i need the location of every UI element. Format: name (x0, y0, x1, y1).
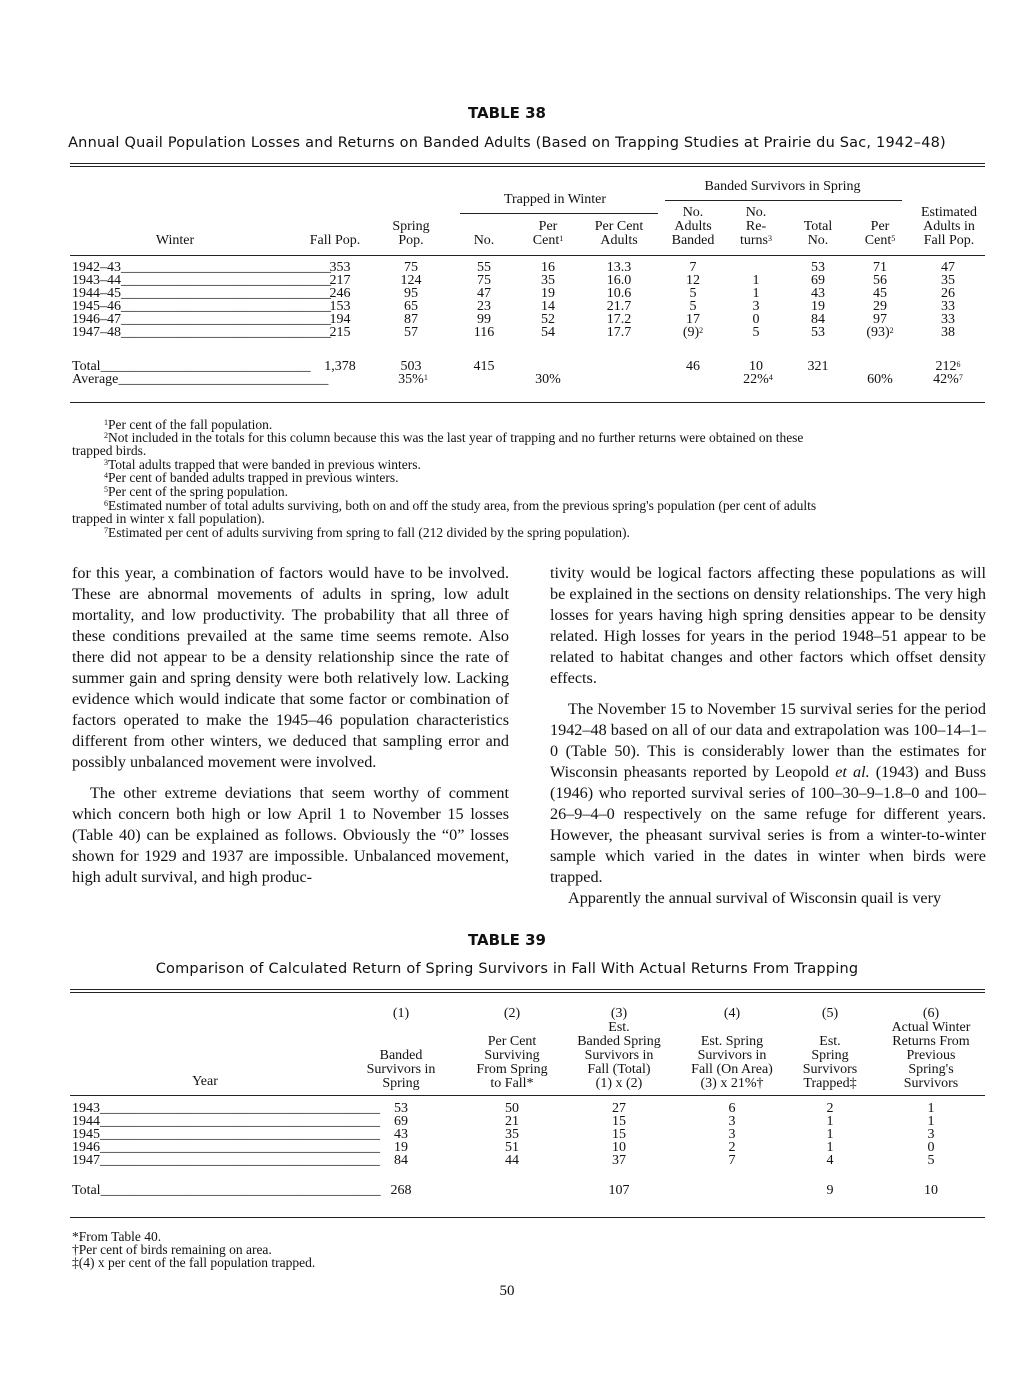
table39-header-c3-num: (3) (610, 1006, 628, 1021)
spacer (790, 1021, 870, 1035)
table39-cell-c6: 5 (927, 1153, 935, 1168)
table38-banded-sup: 2 (699, 326, 704, 335)
table39-header-c2-l2: Surviving (484, 1048, 540, 1063)
footnote-text: Per cent of the spring population. (108, 484, 288, 499)
dot-leader: ________________________________________ (100, 1140, 380, 1155)
table38-top-rule (70, 163, 985, 164)
table38-cell-spring: 124 (400, 273, 422, 288)
table38-header-no: No. (473, 233, 495, 248)
table39-header-c5 (790, 1007, 870, 1091)
table38-cell-banded: 12 (686, 273, 700, 288)
table38-header-total-no-l1: Total (803, 219, 833, 234)
table39-cell-c1: 84 (394, 1153, 408, 1168)
table38-cell-pca: 13.3 (606, 260, 632, 275)
table38-bottom-rule (70, 402, 985, 403)
table39-header-c1-l2: Survivors in (366, 1062, 436, 1077)
table38-header-total-no (788, 220, 848, 248)
footnote-mark: 4 (104, 471, 108, 480)
table38-cell-pca: 17.2 (606, 312, 632, 327)
table38-header-pc-spring-sup: 5 (891, 234, 896, 243)
table38-header-per-cent-l2 (520, 234, 576, 248)
table38-winter-text: 1944–45 (72, 286, 121, 301)
footnote-text: Not included in the totals for this column because this was the last year of trapping and no further returns were obtained on these (108, 430, 804, 445)
table38-header-adults-banded-l3: Banded (671, 233, 715, 248)
table39-total-c6: 10 (924, 1183, 938, 1198)
footnote-mark: 3 (104, 458, 108, 467)
table38-cell-returns: 5 (752, 325, 760, 340)
footnote (72, 512, 265, 525)
table38-header-returns-l3 (728, 234, 784, 248)
table38-cell-fall: 153 (329, 299, 351, 314)
table38-average-est-sup: 7 (958, 373, 963, 382)
table38-cell-banded (664, 327, 722, 340)
footnote: †Per cent of birds remaining on area. (72, 1242, 272, 1257)
dot-leader: ______________________________ (121, 299, 331, 314)
table39-cell-c4: 7 (728, 1153, 736, 1168)
table38-header-pc-spring-l1: Per (870, 219, 890, 234)
table38-average-est-text: 42% (933, 372, 959, 387)
table38-cell-total: 53 (811, 260, 825, 275)
paragraph: tivity would be logical factors affecting these populations as will be explained in the sections on density relationships. The very high losses for years having high spring densities appear to be density related. High losses for years in the period 1948–51 appear to be related to habitat changes and other factors which offset density effects. (550, 564, 986, 687)
table39-header-c6-l4: Spring's (908, 1062, 954, 1077)
table38-average-est (910, 374, 986, 387)
footnote-text: trapped birds. (72, 443, 147, 458)
table39-header-c6-l2: Returns From (892, 1034, 970, 1049)
table38-cell-est: 38 (941, 325, 955, 340)
table38-header-per-cent (520, 220, 576, 248)
page-number: 50 (499, 1283, 515, 1299)
table38-header-adults-banded-l1: No. (682, 205, 704, 220)
table38-cell-no: 55 (477, 260, 491, 275)
table38-header-returns-sup: 3 (768, 234, 772, 243)
table39-header-rule (70, 1095, 985, 1096)
table39-header-c5-l4: Trapped‡ (803, 1076, 857, 1091)
table39-header-c3-l4: Fall (Total) (587, 1062, 651, 1077)
table38-cell-spring: 87 (404, 312, 418, 327)
footnote-text: Total adults trapped that were banded in previous winters. (108, 457, 421, 472)
table38-average-returns-sup: 4 (768, 373, 773, 382)
table38-cell-no: 47 (477, 286, 491, 301)
table38-cell-pc: 52 (541, 312, 555, 327)
table38-header-pc-spring-l2 (852, 234, 908, 248)
table38-header-returns-l2: Re- (745, 219, 767, 234)
footnote: *From Table 40. (72, 1229, 162, 1244)
table38-header-per-cent-sup: 1 (559, 234, 564, 243)
table38-header-estimated-l3: Fall Pop. (923, 233, 975, 248)
table38-cell-pca: 17.7 (606, 325, 632, 340)
table38-cell-spring: 75 (404, 260, 418, 275)
table39-year-text: 1943 (72, 1101, 100, 1116)
table39-cell-year (72, 1153, 380, 1168)
table38-total-spring: 503 (400, 359, 422, 374)
table39-header-c6-l5: Survivors (903, 1076, 959, 1091)
table39-header-c1 (355, 1007, 447, 1091)
table38-header-returns (728, 206, 784, 248)
footnote-text: Estimated per cent of adults surviving from spring to fall (212 divided by the spring population). (108, 525, 630, 540)
table39-top-rule (70, 989, 985, 990)
table38-cell-total: 43 (811, 286, 825, 301)
right-column (550, 563, 986, 909)
table38-average-spring (378, 374, 448, 387)
table38-cell-pc: 16 (541, 260, 555, 275)
table39-cell-c6: 1 (927, 1101, 935, 1116)
table38-cell-pca: 10.6 (606, 286, 632, 301)
table38-header-per-cent-adults-l2: Adults (600, 233, 638, 248)
table38-cell-total: 19 (811, 299, 825, 314)
table38-cell-pc: 19 (541, 286, 555, 301)
table39-cell-c5: 1 (826, 1127, 834, 1142)
table38-average-spring-text: 35% (398, 372, 424, 387)
table38-winter-text: 1942–43 (72, 260, 121, 275)
table38-cell-total: 53 (811, 325, 825, 340)
table39-cell-c6: 0 (927, 1140, 935, 1155)
table38-cell-pcs (852, 327, 908, 340)
table38-cell-total: 69 (811, 273, 825, 288)
table38-average-pc: 30% (535, 372, 561, 387)
dot-leader: ________________________________________ (100, 1127, 380, 1142)
dot-leader: ______________________________ (121, 325, 331, 340)
table38-top-rule-2 (70, 166, 985, 167)
table39-year-text: 1944 (72, 1114, 100, 1129)
table39-bottom-rule (70, 1217, 985, 1218)
table39-total-label (72, 1183, 381, 1198)
table39-header-c6 (874, 1007, 988, 1091)
spacer (674, 1021, 790, 1035)
table38-header-estimated (908, 206, 990, 248)
table39-cell-c2: 50 (505, 1101, 519, 1116)
table38-cell-no: 116 (473, 325, 495, 340)
paragraph: Apparently the annual survival of Wisconsin quail is very (568, 889, 942, 907)
table39-cell-c6: 1 (927, 1114, 935, 1129)
table39-total-c1: 268 (390, 1183, 412, 1198)
table38-total-banded: 46 (686, 359, 700, 374)
table38-header-fall-pop: Fall Pop. (309, 233, 361, 248)
table39-caption: Comparison of Calculated Return of Spring Survivors in Fall With Actual Returns From Trapping (155, 961, 859, 977)
table39-header-c3-l5: (1) x (2) (595, 1076, 643, 1091)
table39-header-c5-l3: Survivors (802, 1062, 858, 1077)
table39-total-c3: 107 (608, 1183, 630, 1198)
table38-cell-pcs: 97 (873, 312, 887, 327)
table38-header-per-cent-adults (580, 220, 658, 248)
table38-cell-est: 33 (941, 312, 955, 327)
table38-group-banded: Banded Survivors in Spring (704, 179, 861, 194)
table39-header-c4-l1: Est. Spring (700, 1034, 764, 1049)
table39-header-c4 (674, 1007, 790, 1091)
table38-total-returns: 10 (749, 359, 763, 374)
table38-cell-returns: 1 (752, 273, 760, 288)
table39-cell-c4: 3 (728, 1114, 736, 1129)
table39-year-text: 1947 (72, 1153, 100, 1168)
table38-total-text: Total (72, 359, 101, 374)
table38-caption: Annual Quail Population Losses and Returns on Banded Adults (Based on Trapping Studies at Prairie du Sac, 1942–48) (68, 135, 946, 151)
footnote-mark: 7 (104, 526, 108, 535)
table38-header-rule (70, 255, 985, 256)
table38-cell-banded: 5 (689, 286, 697, 301)
table38-header-spring-pop-l2: Pop. (398, 233, 424, 248)
table38-pcs-sup: 2 (889, 326, 894, 335)
table38-header-per-cent-l1: Per (538, 219, 558, 234)
table39-cell-c2: 51 (505, 1140, 519, 1155)
paragraph-text: (1943) and Buss (1946) who reported survival series of 100–30–9–1.8–0 and 100–26–9–4–0 respectively on the same refuge for different years. However, the pheasant survival series is from a winter-to-winter sample which varied in the dates in winter when birds were trapped. (550, 763, 986, 886)
table39-header-c2-l4: to Fall* (490, 1076, 534, 1091)
table38-cell-fall: 217 (329, 273, 351, 288)
table39-total-c5: 9 (826, 1183, 834, 1198)
footnote (104, 485, 288, 498)
table38-cell-est: 33 (941, 299, 955, 314)
dot-leader: ______________________________ (100, 359, 311, 374)
paragraph: for this year, a combination of factors would have to be involved. These are abnormal movements of adults in spring, low adult mortality, and low productivity. The probability that all three of these conditions prevailed at the same time seems remote. Also there did not appear to be a density relationship since the rate of summer gain and spring density were both relatively low. Lacking evidence which would indicate that some factor or combination of factors operated to make the 1945–46 population characteristics different from other winters, we deduced that sampling error and possibly unbalanced movement were involved. (72, 564, 509, 771)
table38-cell-pcs: 56 (873, 273, 887, 288)
table39-header-c4-l4: (3) x 21%† (700, 1076, 764, 1091)
table39-header-c6-l1: Actual Winter (891, 1020, 971, 1035)
table38-total-total: 321 (807, 359, 829, 374)
table38-header-pc-spring (852, 220, 908, 248)
table38-number: TABLE 38 (467, 104, 546, 122)
footnote (72, 444, 146, 457)
table39-header-c1-l3: Spring (382, 1076, 420, 1091)
table38-cell-banded: 17 (686, 312, 700, 327)
table39-header-c5-l1: Est. (819, 1034, 841, 1049)
table38-header-adults-banded (664, 206, 722, 248)
table38-header-per-cent-adults-l1: Per Cent (594, 219, 644, 234)
table39-cell-c1: 43 (394, 1127, 408, 1142)
table39-header-c4-l3: Fall (On Area) (691, 1062, 773, 1077)
table39-header-c3-l1: Est. (608, 1020, 630, 1035)
table38-cell-banded: 5 (689, 299, 697, 314)
table39-header-c2-l1: Per Cent (487, 1034, 537, 1049)
table38-total-no: 415 (473, 359, 495, 374)
dot-leader: ________________________________________ (100, 1101, 380, 1116)
table39-cell-c6: 3 (927, 1127, 935, 1142)
table38-cell-pca: 16.0 (606, 273, 632, 288)
paragraph: The other extreme deviations that seem worthy of comment which concern both high or low April 1 to November 15 losses (Table 40) can be explained as follows. Obviously the “0” losses shown for 1929 and 1937 are impossible. Unbalanced movement, high adult survival, and high produc- (72, 784, 509, 886)
paragraph (550, 699, 986, 888)
table38-header-estimated-l2: Adults in (923, 219, 975, 234)
table38-cell-pc: 54 (541, 325, 555, 340)
table39-top-rule-2 (70, 992, 985, 993)
table39-number: TABLE 39 (467, 931, 546, 949)
table38-cell-pca: 21.7 (606, 299, 632, 314)
table39-header-year: Year (192, 1074, 218, 1089)
table39-cell-c2: 21 (505, 1114, 519, 1129)
table38-cell-spring: 57 (404, 325, 418, 340)
spacer (462, 1021, 562, 1035)
table38-cell-pcs: 29 (873, 299, 887, 314)
table38-cell-fall: 215 (329, 325, 351, 340)
table39-header-c6-l3: Previous (906, 1048, 956, 1063)
table38-header-pc-spring-word: Cent (864, 233, 892, 248)
table39-cell-c1: 19 (394, 1140, 408, 1155)
table38-cell-pcs: 71 (873, 260, 887, 275)
table38-header-per-cent-word: Cent (532, 233, 560, 248)
table38-cell-pc: 35 (541, 273, 555, 288)
table39-cell-c3: 37 (612, 1153, 626, 1168)
table38-total-fall: 1,378 (324, 359, 356, 374)
table38-average-spring-sup: 1 (423, 373, 428, 382)
table39-cell-c1: 53 (394, 1101, 408, 1116)
table38-cell-est: 26 (941, 286, 955, 301)
table38-banded-text: (9) (682, 325, 700, 340)
dot-leader: ______________________________ (121, 273, 331, 288)
table38-average-label (72, 372, 329, 387)
table39-header-c2-num: (2) (503, 1006, 521, 1021)
dot-leader: ______________________________ (121, 312, 331, 327)
table38-cell-returns: 1 (752, 286, 760, 301)
table39-header-c6-num: (6) (922, 1006, 940, 1021)
footnote (104, 431, 803, 444)
table39-total-text: Total (72, 1183, 101, 1198)
table39-cell-c2: 35 (505, 1127, 519, 1142)
table38-header-spring-pop (378, 220, 444, 248)
spacer (355, 1021, 447, 1049)
table39-cell-c4: 6 (728, 1101, 736, 1116)
footnote-text: Per cent of banded adults trapped in previous winters. (108, 470, 399, 485)
paragraph-text: The November 15 to November 15 survival series for the period 1942–48 based on all of our data and extrapolation was 100–14–1–0 (Table 50). This is considerably lower than the estimates for Wisconsin pheasants reported by Leopold (550, 700, 986, 781)
table38-cell-pcs: 45 (873, 286, 887, 301)
footnote: ‡(4) x per cent of the fall population trapped. (72, 1255, 316, 1270)
table39-cell-c5: 4 (826, 1153, 834, 1168)
table39-cell-c3: 15 (612, 1114, 626, 1129)
table39-header-c3-l2: Banded Spring (577, 1034, 661, 1049)
table38-cell-est: 35 (941, 273, 955, 288)
dot-leader: ________________________________________ (100, 1114, 380, 1129)
table38-winter-text: 1943–44 (72, 273, 121, 288)
table38-total-est-text: 212 (935, 359, 957, 374)
table38-group-trapped: Trapped in Winter (503, 192, 607, 207)
table38-cell-spring: 95 (404, 286, 418, 301)
table39-cell-c2: 44 (505, 1153, 519, 1168)
table38-cell-winter (72, 325, 331, 340)
table39-header-c3-l3: Survivors in (584, 1048, 654, 1063)
table38-winter-text: 1946–47 (72, 312, 121, 327)
table38-cell-total: 84 (811, 312, 825, 327)
table38-group-trapped-rule (460, 213, 658, 214)
table39-header-c4-l2: Survivors in (697, 1048, 767, 1063)
table39-cell-c4: 3 (728, 1127, 736, 1142)
table39-cell-c5: 1 (826, 1114, 834, 1129)
dot-leader: ______________________________ (121, 260, 331, 275)
table38-cell-returns: 3 (752, 299, 760, 314)
table38-cell-fall: 353 (329, 260, 351, 275)
dot-leader: ______________________________ (121, 286, 331, 301)
table38-cell-spring: 65 (404, 299, 418, 314)
table38-group-banded-rule (665, 200, 902, 201)
table39-header-c2-l3: From Spring (476, 1062, 548, 1077)
table38-pcs-text: (93) (866, 325, 890, 340)
footnote (104, 526, 630, 539)
table38-winter-text: 1945–46 (72, 299, 121, 314)
table38-header-total-no-l2: No. (807, 233, 829, 248)
table38-cell-fall: 194 (329, 312, 351, 327)
table39-header-c3 (562, 1007, 676, 1091)
table38-cell-banded: 7 (689, 260, 697, 275)
table38-average-text: Average (72, 372, 119, 387)
table39-cell-c5: 1 (826, 1140, 834, 1155)
footnote (104, 471, 399, 484)
table38-winter-text: 1947–48 (72, 325, 121, 340)
table39-cell-c1: 69 (394, 1114, 408, 1129)
table39-header-c4-num: (4) (723, 1006, 741, 1021)
table39-cell-c4: 2 (728, 1140, 736, 1155)
footnote-mark: 5 (104, 485, 108, 494)
table38-cell-no: 23 (477, 299, 491, 314)
footnote-text: Estimated number of total adults surviving, both on and off the study area, from the previous spring's population (per cent of adults (108, 498, 817, 513)
footnote-text: trapped in winter x fall population). (72, 511, 265, 526)
table38-average-pcs: 60% (867, 372, 893, 387)
footnote-mark: 6 (104, 499, 108, 508)
footnote-text: Per cent of the fall population. (108, 417, 273, 432)
table38-cell-est: 47 (941, 260, 955, 275)
table38-average-returns-text: 22% (743, 372, 769, 387)
table38-header-spring-pop-l1: Spring (392, 219, 430, 234)
paragraph-italic: et al. (835, 763, 870, 781)
table39-cell-c5: 2 (826, 1101, 834, 1116)
table39-header-c2 (462, 1007, 562, 1091)
dot-leader: ________________________________________ (100, 1153, 380, 1168)
footnote-mark: 2 (104, 431, 108, 440)
table39-cell-c3: 15 (612, 1127, 626, 1142)
table39-year-text: 1945 (72, 1127, 100, 1142)
table38-cell-no: 75 (477, 273, 491, 288)
table39-cell-c3: 27 (612, 1101, 626, 1116)
table38-header-winter: Winter (155, 233, 195, 248)
table38-average-returns (728, 374, 788, 387)
table38-cell-returns: 0 (752, 312, 760, 327)
footnote-mark: 1 (104, 418, 108, 427)
table39-header-c5-l2: Spring (811, 1048, 849, 1063)
table38-header-adults-banded-l2: Adults (674, 219, 712, 234)
table38-header-returns-l1: No. (745, 205, 767, 220)
left-column (72, 563, 509, 888)
table38-total-est-sup: 6 (956, 360, 961, 369)
table39-header-c1-num: (1) (392, 1006, 410, 1021)
dot-leader: ______________________________ (118, 372, 329, 387)
table38-cell-fall: 246 (329, 286, 351, 301)
table38-header-returns-word: turns (740, 233, 768, 248)
table39-cell-c3: 10 (612, 1140, 626, 1155)
table38-cell-no: 99 (477, 312, 491, 327)
table39-header-c5-num: (5) (821, 1006, 839, 1021)
table38-cell-pc: 14 (541, 299, 555, 314)
table39-year-text: 1946 (72, 1140, 100, 1155)
table38-header-estimated-l1: Estimated (921, 205, 977, 220)
dot-leader: ________________________________________ (100, 1183, 381, 1198)
table39-header-c1-l1: Banded (379, 1048, 423, 1063)
